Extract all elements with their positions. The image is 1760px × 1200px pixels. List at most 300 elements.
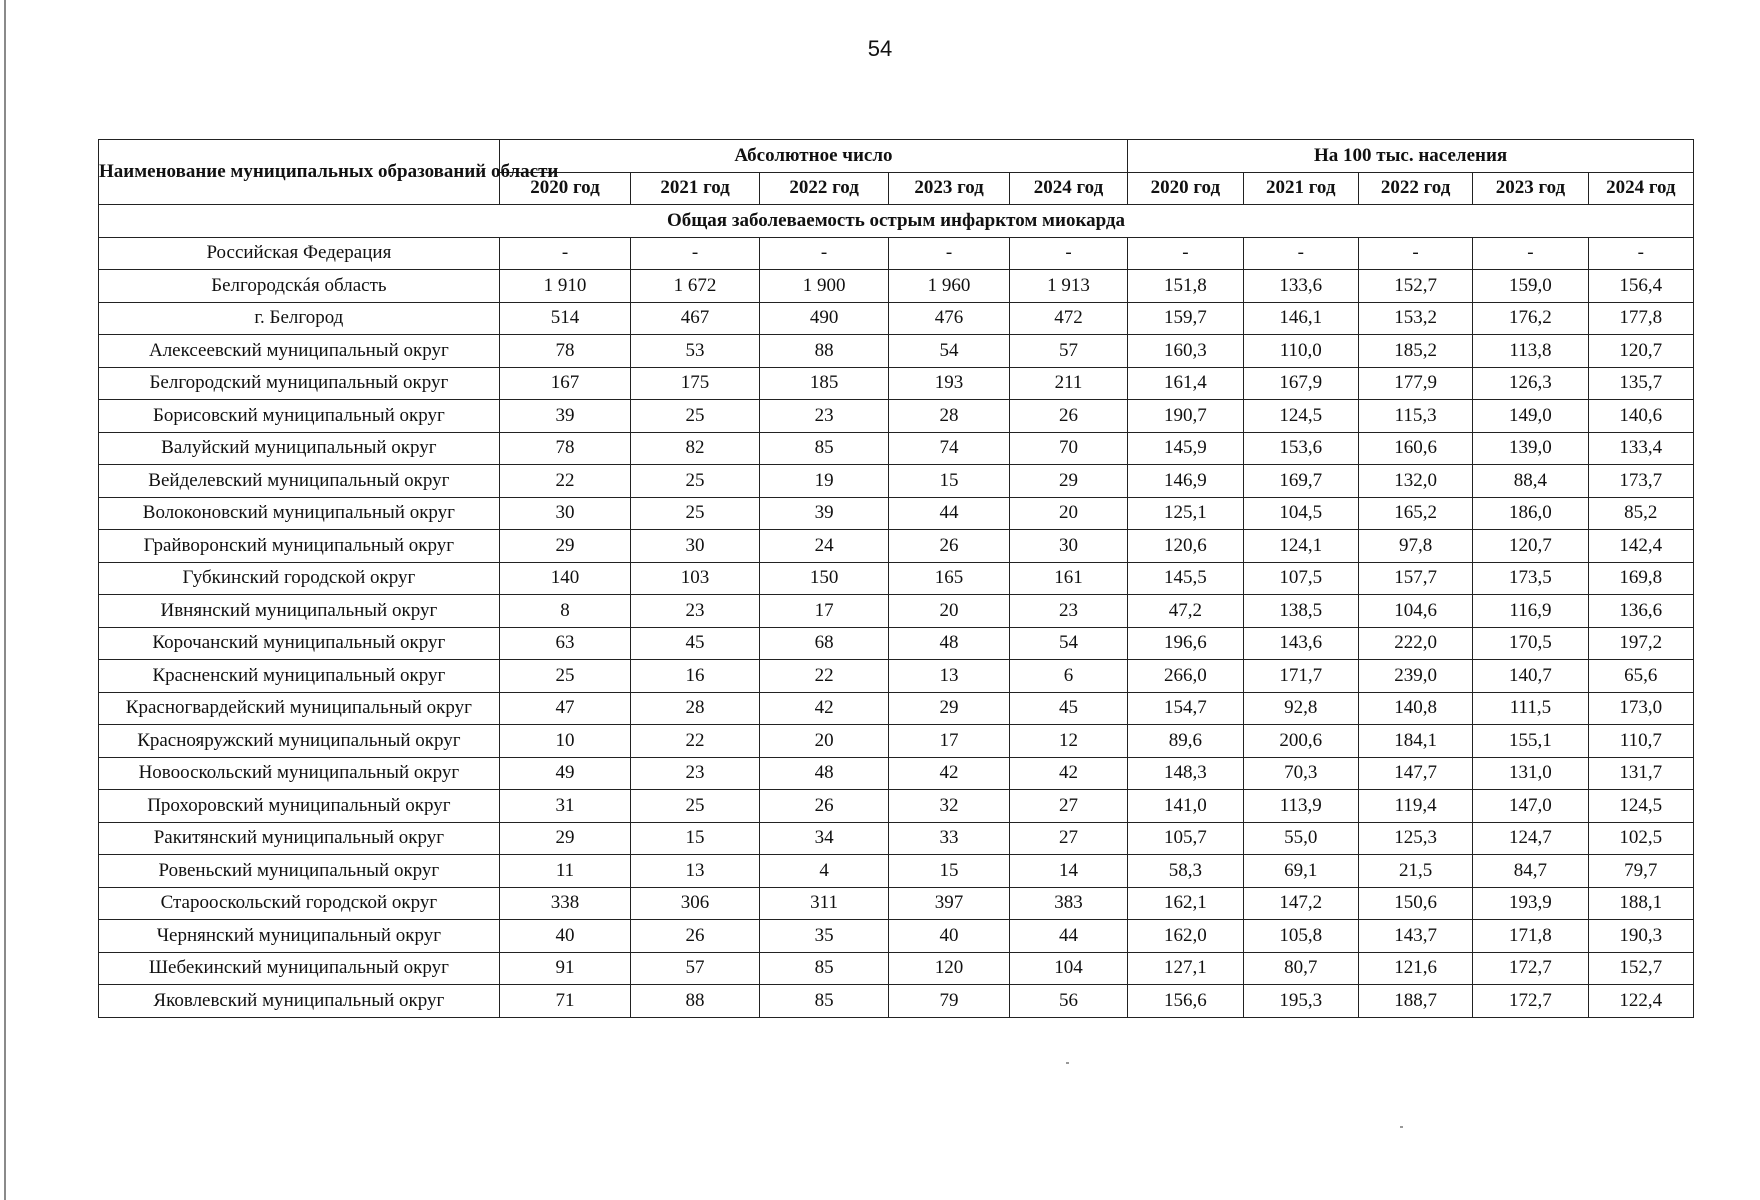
row-name: Красногвардейский муниципальный округ: [99, 692, 500, 725]
cell-absolute: 514: [499, 302, 631, 335]
cell-absolute: 13: [631, 855, 760, 888]
cell-per100k: -: [1128, 237, 1243, 270]
cell-per100k: 148,3: [1128, 757, 1243, 790]
cell-absolute: 63: [499, 627, 631, 660]
row-name: Чернянский муниципальный округ: [99, 920, 500, 953]
cell-absolute: 23: [1009, 595, 1127, 628]
cell-per100k: 150,6: [1358, 887, 1472, 920]
cell-per100k: -: [1243, 237, 1358, 270]
cell-absolute: 25: [631, 790, 760, 823]
cell-absolute: 211: [1009, 367, 1127, 400]
cell-per100k: 119,4: [1358, 790, 1472, 823]
cell-absolute: 397: [889, 887, 1009, 920]
table-row: [99, 562, 1694, 595]
table-row: [99, 855, 1694, 888]
year-header-abs-1: 2020 год: [499, 172, 631, 205]
row-name: Вейделевский муниципальный округ: [99, 465, 500, 498]
cell-absolute: 23: [759, 400, 889, 433]
cell-per100k: 165,2: [1358, 497, 1472, 530]
cell-per100k: 188,1: [1588, 887, 1693, 920]
cell-per100k: 173,7: [1588, 465, 1693, 498]
cell-per100k: 169,7: [1243, 465, 1358, 498]
cell-absolute: 306: [631, 887, 760, 920]
cell-per100k: 125,1: [1128, 497, 1243, 530]
cell-absolute: 68: [759, 627, 889, 660]
cell-per100k: 127,1: [1128, 952, 1243, 985]
table-row: [99, 270, 1694, 303]
table-row: [99, 335, 1694, 368]
year-header-per-5: 2024 год: [1588, 172, 1693, 205]
cell-per100k: 147,0: [1473, 790, 1588, 823]
cell-per100k: 111,5: [1473, 692, 1588, 725]
cell-per100k: 145,5: [1128, 562, 1243, 595]
cell-per100k: 172,7: [1473, 952, 1588, 985]
cell-per100k: 146,9: [1128, 465, 1243, 498]
cell-per100k: 160,3: [1128, 335, 1243, 368]
cell-per100k: 136,6: [1588, 595, 1693, 628]
cell-absolute: 29: [499, 822, 631, 855]
cell-absolute: 8: [499, 595, 631, 628]
cell-absolute: 49: [499, 757, 631, 790]
cell-per100k: 138,5: [1243, 595, 1358, 628]
cell-per100k: 155,1: [1473, 725, 1588, 758]
cell-per100k: 142,4: [1588, 530, 1693, 563]
cell-per100k: 222,0: [1358, 627, 1472, 660]
table-row: [99, 237, 1694, 270]
cell-per100k: 120,7: [1588, 335, 1693, 368]
cell-per100k: 115,3: [1358, 400, 1472, 433]
cell-absolute: -: [499, 237, 631, 270]
cell-per100k: 65,6: [1588, 660, 1693, 693]
cell-per100k: 151,8: [1128, 270, 1243, 303]
cell-per100k: 69,1: [1243, 855, 1358, 888]
cell-absolute: 15: [631, 822, 760, 855]
cell-per100k: 177,8: [1588, 302, 1693, 335]
cell-absolute: 35: [759, 920, 889, 953]
row-name: Прохоровский муниципальный округ: [99, 790, 500, 823]
cell-per100k: -: [1588, 237, 1693, 270]
cell-per100k: 173,5: [1473, 562, 1588, 595]
cell-per100k: 195,3: [1243, 985, 1358, 1018]
cell-absolute: 71: [499, 985, 631, 1018]
table-row: [99, 595, 1694, 628]
cell-per100k: 70,3: [1243, 757, 1358, 790]
cell-absolute: 17: [759, 595, 889, 628]
cell-absolute: 54: [889, 335, 1009, 368]
table-row: [99, 530, 1694, 563]
cell-absolute: 28: [889, 400, 1009, 433]
cell-per100k: 124,1: [1243, 530, 1358, 563]
cell-absolute: 472: [1009, 302, 1127, 335]
cell-absolute: 25: [499, 660, 631, 693]
cell-absolute: 15: [889, 465, 1009, 498]
cell-per100k: 185,2: [1358, 335, 1472, 368]
cell-absolute: 85: [759, 985, 889, 1018]
cell-absolute: 26: [759, 790, 889, 823]
cell-per100k: 85,2: [1588, 497, 1693, 530]
cell-per100k: 55,0: [1243, 822, 1358, 855]
table-row: [99, 627, 1694, 660]
scan-speck: [1066, 1062, 1069, 1064]
cell-per100k: 97,8: [1358, 530, 1472, 563]
cell-absolute: 6: [1009, 660, 1127, 693]
header-row-groups: [99, 140, 1694, 173]
cell-absolute: 25: [631, 400, 760, 433]
table-row: [99, 692, 1694, 725]
column-group-absolute: Абсолютное число: [499, 140, 1127, 173]
cell-absolute: 193: [889, 367, 1009, 400]
row-name: Валуйский муниципальный округ: [99, 432, 500, 465]
cell-absolute: 30: [499, 497, 631, 530]
table-row: [99, 757, 1694, 790]
cell-per100k: 159,0: [1473, 270, 1588, 303]
cell-per100k: 177,9: [1358, 367, 1472, 400]
cell-absolute: 161: [1009, 562, 1127, 595]
cell-absolute: 82: [631, 432, 760, 465]
cell-per100k: 154,7: [1128, 692, 1243, 725]
cell-absolute: 26: [631, 920, 760, 953]
cell-absolute: 45: [631, 627, 760, 660]
year-header-per-4: 2023 год: [1473, 172, 1588, 205]
cell-absolute: 338: [499, 887, 631, 920]
cell-absolute: 33: [889, 822, 1009, 855]
cell-per100k: 161,4: [1128, 367, 1243, 400]
cell-per100k: 157,7: [1358, 562, 1472, 595]
cell-per100k: 156,4: [1588, 270, 1693, 303]
cell-absolute: 42: [1009, 757, 1127, 790]
table-row: [99, 660, 1694, 693]
cell-per100k: 190,7: [1128, 400, 1243, 433]
cell-absolute: 165: [889, 562, 1009, 595]
cell-absolute: 15: [889, 855, 1009, 888]
cell-absolute: 14: [1009, 855, 1127, 888]
cell-absolute: 39: [499, 400, 631, 433]
cell-absolute: 12: [1009, 725, 1127, 758]
cell-absolute: 1 672: [631, 270, 760, 303]
cell-absolute: 13: [889, 660, 1009, 693]
cell-absolute: 185: [759, 367, 889, 400]
cell-absolute: 25: [631, 465, 760, 498]
row-name: Белгородский муниципальный округ: [99, 367, 500, 400]
cell-per100k: 132,0: [1358, 465, 1472, 498]
cell-absolute: 47: [499, 692, 631, 725]
cell-per100k: 146,1: [1243, 302, 1358, 335]
cell-per100k: 110,0: [1243, 335, 1358, 368]
cell-per100k: 131,0: [1473, 757, 1588, 790]
cell-per100k: 113,8: [1473, 335, 1588, 368]
cell-per100k: 110,7: [1588, 725, 1693, 758]
table-row: [99, 367, 1694, 400]
cell-per100k: 152,7: [1358, 270, 1472, 303]
morbidity-table: [98, 139, 1694, 1018]
year-header-per-2: 2021 год: [1243, 172, 1358, 205]
cell-per100k: 140,7: [1473, 660, 1588, 693]
cell-absolute: 32: [889, 790, 1009, 823]
scan-speck: [1400, 1126, 1403, 1128]
cell-absolute: 28: [631, 692, 760, 725]
cell-absolute: 42: [759, 692, 889, 725]
cell-absolute: 26: [889, 530, 1009, 563]
cell-per100k: 186,0: [1473, 497, 1588, 530]
cell-absolute: 57: [631, 952, 760, 985]
row-name: Волоконовский муниципальный округ: [99, 497, 500, 530]
cell-absolute: 19: [759, 465, 889, 498]
cell-absolute: 20: [1009, 497, 1127, 530]
row-name: Ровеньский муниципальный округ: [99, 855, 500, 888]
cell-absolute: 70: [1009, 432, 1127, 465]
cell-per100k: 239,0: [1358, 660, 1472, 693]
cell-absolute: 10: [499, 725, 631, 758]
cell-absolute: 22: [631, 725, 760, 758]
cell-absolute: 79: [889, 985, 1009, 1018]
year-header-per-3: 2022 год: [1358, 172, 1472, 205]
cell-absolute: 467: [631, 302, 760, 335]
cell-absolute: 48: [759, 757, 889, 790]
cell-per100k: 184,1: [1358, 725, 1472, 758]
cell-per100k: 173,0: [1588, 692, 1693, 725]
cell-per100k: 120,6: [1128, 530, 1243, 563]
cell-absolute: 103: [631, 562, 760, 595]
row-name: Алексеевский муниципальный округ: [99, 335, 500, 368]
cell-per100k: 152,7: [1588, 952, 1693, 985]
cell-absolute: 1 910: [499, 270, 631, 303]
cell-absolute: 27: [1009, 790, 1127, 823]
cell-per100k: 84,7: [1473, 855, 1588, 888]
year-header-abs-2: 2021 год: [631, 172, 760, 205]
cell-per100k: 79,7: [1588, 855, 1693, 888]
cell-per100k: 140,6: [1588, 400, 1693, 433]
cell-absolute: 150: [759, 562, 889, 595]
cell-per100k: 149,0: [1473, 400, 1588, 433]
cell-absolute: 311: [759, 887, 889, 920]
cell-per100k: 135,7: [1588, 367, 1693, 400]
cell-absolute: 91: [499, 952, 631, 985]
cell-per100k: 147,2: [1243, 887, 1358, 920]
year-header-abs-5: 2024 год: [1009, 172, 1127, 205]
cell-per100k: 170,5: [1473, 627, 1588, 660]
cell-absolute: 56: [1009, 985, 1127, 1018]
cell-absolute: -: [889, 237, 1009, 270]
row-name: Старооскольский городской округ: [99, 887, 500, 920]
cell-per100k: 133,4: [1588, 432, 1693, 465]
cell-per100k: 105,8: [1243, 920, 1358, 953]
table-row: [99, 790, 1694, 823]
cell-per100k: 171,8: [1473, 920, 1588, 953]
cell-absolute: 34: [759, 822, 889, 855]
cell-per100k: 121,6: [1358, 952, 1472, 985]
cell-per100k: 104,5: [1243, 497, 1358, 530]
cell-per100k: 131,7: [1588, 757, 1693, 790]
cell-per100k: 196,6: [1128, 627, 1243, 660]
table-row: [99, 822, 1694, 855]
cell-absolute: 45: [1009, 692, 1127, 725]
cell-per100k: -: [1473, 237, 1588, 270]
cell-per100k: 104,6: [1358, 595, 1472, 628]
cell-per100k: 116,9: [1473, 595, 1588, 628]
cell-per100k: 124,5: [1588, 790, 1693, 823]
cell-absolute: 20: [759, 725, 889, 758]
row-name: Грайворонский муниципальный округ: [99, 530, 500, 563]
cell-absolute: 31: [499, 790, 631, 823]
cell-absolute: 490: [759, 302, 889, 335]
cell-absolute: 4: [759, 855, 889, 888]
cell-per100k: 89,6: [1128, 725, 1243, 758]
cell-per100k: 153,6: [1243, 432, 1358, 465]
cell-per100k: 147,7: [1358, 757, 1472, 790]
row-name: Новооскольский муниципальный округ: [99, 757, 500, 790]
cell-absolute: 23: [631, 595, 760, 628]
cell-absolute: 74: [889, 432, 1009, 465]
row-name: Губкинский городской округ: [99, 562, 500, 595]
cell-absolute: 29: [499, 530, 631, 563]
cell-absolute: 16: [631, 660, 760, 693]
cell-per100k: 113,9: [1243, 790, 1358, 823]
cell-absolute: 48: [889, 627, 1009, 660]
cell-absolute: 20: [889, 595, 1009, 628]
cell-per100k: 126,3: [1473, 367, 1588, 400]
row-name: Белгородскáя область: [99, 270, 500, 303]
cell-absolute: 140: [499, 562, 631, 595]
cell-absolute: 54: [1009, 627, 1127, 660]
cell-absolute: 11: [499, 855, 631, 888]
cell-absolute: 476: [889, 302, 1009, 335]
cell-absolute: 44: [889, 497, 1009, 530]
cell-per100k: 172,7: [1473, 985, 1588, 1018]
year-header-abs-3: 2022 год: [759, 172, 889, 205]
table-row: [99, 432, 1694, 465]
column-group-per100k: На 100 тыс. населения: [1128, 140, 1694, 173]
cell-per100k: 140,8: [1358, 692, 1472, 725]
cell-per100k: 193,9: [1473, 887, 1588, 920]
cell-absolute: 25: [631, 497, 760, 530]
cell-absolute: 29: [889, 692, 1009, 725]
cell-absolute: 78: [499, 335, 631, 368]
cell-per100k: 197,2: [1588, 627, 1693, 660]
section-row: [99, 205, 1694, 238]
cell-absolute: 26: [1009, 400, 1127, 433]
cell-absolute: 22: [499, 465, 631, 498]
cell-absolute: 167: [499, 367, 631, 400]
page-number: 54: [867, 36, 893, 61]
table-row: [99, 920, 1694, 953]
cell-absolute: -: [759, 237, 889, 270]
year-header-per-1: 2020 год: [1128, 172, 1243, 205]
cell-absolute: 53: [631, 335, 760, 368]
cell-per100k: 156,6: [1128, 985, 1243, 1018]
cell-per100k: 143,6: [1243, 627, 1358, 660]
cell-absolute: 40: [889, 920, 1009, 953]
cell-per100k: 107,5: [1243, 562, 1358, 595]
cell-absolute: 17: [889, 725, 1009, 758]
cell-per100k: 105,7: [1128, 822, 1243, 855]
cell-absolute: 78: [499, 432, 631, 465]
cell-absolute: 88: [631, 985, 760, 1018]
cell-per100k: 21,5: [1358, 855, 1472, 888]
table-row: [99, 400, 1694, 433]
cell-absolute: 42: [889, 757, 1009, 790]
cell-per100k: 141,0: [1128, 790, 1243, 823]
cell-per100k: 171,7: [1243, 660, 1358, 693]
cell-absolute: 27: [1009, 822, 1127, 855]
table-row: [99, 497, 1694, 530]
cell-per100k: 143,7: [1358, 920, 1472, 953]
cell-absolute: 30: [631, 530, 760, 563]
row-name: Краснояружский муниципальный округ: [99, 725, 500, 758]
cell-per100k: 58,3: [1128, 855, 1243, 888]
page-scan-edge: [4, 0, 6, 1200]
row-name: Яковлевский муниципальный округ: [99, 985, 500, 1018]
year-header-abs-4: 2023 год: [889, 172, 1009, 205]
row-name: Российская Федерация: [99, 237, 500, 270]
cell-per100k: 120,7: [1473, 530, 1588, 563]
cell-per100k: 167,9: [1243, 367, 1358, 400]
table-row: [99, 725, 1694, 758]
cell-per100k: 162,0: [1128, 920, 1243, 953]
cell-per100k: 200,6: [1243, 725, 1358, 758]
cell-absolute: 57: [1009, 335, 1127, 368]
cell-absolute: 88: [759, 335, 889, 368]
cell-absolute: 85: [759, 952, 889, 985]
cell-per100k: 124,5: [1243, 400, 1358, 433]
cell-per100k: -: [1358, 237, 1472, 270]
section-title: Общая заболеваемость острым инфарктом миокарда: [99, 205, 1694, 238]
cell-absolute: 1 913: [1009, 270, 1127, 303]
cell-absolute: 104: [1009, 952, 1127, 985]
row-name: Ивнянский муниципальный округ: [99, 595, 500, 628]
cell-per100k: 102,5: [1588, 822, 1693, 855]
table-row: [99, 952, 1694, 985]
cell-absolute: 175: [631, 367, 760, 400]
column-header-name: Наименование муниципальных образований области: [99, 140, 500, 205]
cell-absolute: 22: [759, 660, 889, 693]
cell-per100k: 124,7: [1473, 822, 1588, 855]
cell-per100k: 159,7: [1128, 302, 1243, 335]
cell-absolute: 30: [1009, 530, 1127, 563]
row-name: Борисовский муниципальный округ: [99, 400, 500, 433]
row-name: Корочанский муниципальный округ: [99, 627, 500, 660]
cell-per100k: 145,9: [1128, 432, 1243, 465]
cell-absolute: 1 960: [889, 270, 1009, 303]
table-row: [99, 302, 1694, 335]
cell-per100k: 122,4: [1588, 985, 1693, 1018]
cell-absolute: 29: [1009, 465, 1127, 498]
row-name: г. Белгород: [99, 302, 500, 335]
cell-absolute: 383: [1009, 887, 1127, 920]
cell-absolute: 23: [631, 757, 760, 790]
cell-absolute: 44: [1009, 920, 1127, 953]
cell-per100k: 125,3: [1358, 822, 1472, 855]
cell-absolute: 120: [889, 952, 1009, 985]
row-name: Красненский муниципальный округ: [99, 660, 500, 693]
cell-per100k: 153,2: [1358, 302, 1472, 335]
cell-per100k: 190,3: [1588, 920, 1693, 953]
cell-per100k: 266,0: [1128, 660, 1243, 693]
cell-per100k: 88,4: [1473, 465, 1588, 498]
cell-per100k: 80,7: [1243, 952, 1358, 985]
cell-per100k: 92,8: [1243, 692, 1358, 725]
cell-absolute: 85: [759, 432, 889, 465]
table-row: [99, 465, 1694, 498]
cell-absolute: 39: [759, 497, 889, 530]
cell-per100k: 188,7: [1358, 985, 1472, 1018]
table-row: [99, 985, 1694, 1018]
row-name: Шебекинский муниципальный округ: [99, 952, 500, 985]
cell-per100k: 176,2: [1473, 302, 1588, 335]
row-name: Ракитянский муниципальный округ: [99, 822, 500, 855]
cell-absolute: 40: [499, 920, 631, 953]
cell-absolute: 24: [759, 530, 889, 563]
cell-per100k: 139,0: [1473, 432, 1588, 465]
